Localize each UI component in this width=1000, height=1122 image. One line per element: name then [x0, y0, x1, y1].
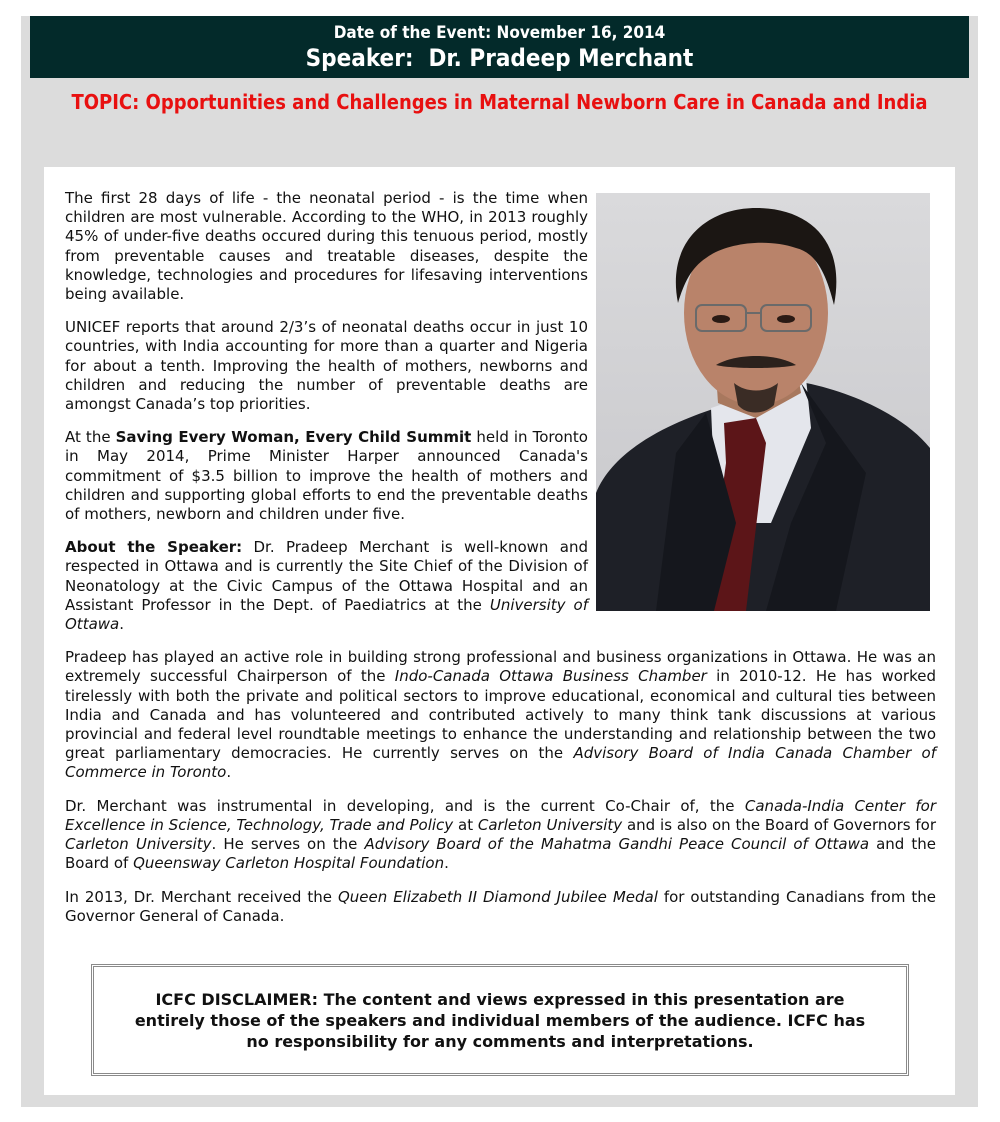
- event-date: Date of the Event: November 16, 2014: [333, 23, 666, 43]
- text-run: held in Toronto in May 2014, Prime Minister Harper announced Canada's commitment of $3.5 billion to improve the health of mothers and children and supporting global efforts to end the preventable deaths of mothers, newborn and children under five.: [65, 428, 588, 524]
- text-run: Pradeep has played an active role in building strong professional and business organizations in Ottawa. He was an extremely successful Chairperson of the: [65, 648, 936, 686]
- text-run: .: [226, 763, 232, 782]
- text-run: . He serves on the: [211, 835, 365, 854]
- disclaimer-text: ICFC DISCLAIMER: The content and views expressed in this presentation are entirely those of the speakers and individual members of the audience. ICFC has no responsibility for any comments and interpretations.: [134, 989, 866, 1051]
- paragraph-medal: [65, 888, 936, 926]
- paragraph-unicef: UNICEF reports that around 2/3’s of neonatal deaths occur in just 10 countries, with India accounting for more than a quarter and Nigeria for about a tenth. Improving the health of mothers, newborns and children and reducing the number of preventable deaths are amongst Canada’s top priorities.: [65, 318, 588, 414]
- paragraph-neonatal-period: The first 28 days of life - the neonatal period - is the time when children are most vulnerable. According to the WHO, in 2013 roughly 45% of under-five deaths occured during this tenuous period, mostly from preventable causes and treatable diseases, despite the knowledge, technologies and procedures for lifesaving interventions being available.: [65, 189, 588, 304]
- text-run: for outstanding Canadians from the Governor General of Canada.: [65, 887, 937, 925]
- medal-name: Queen Elizabeth II Diamond Jubilee Medal: [337, 887, 658, 906]
- event-topic: TOPIC: Opportunities and Challenges in Maternal Newborn Care in Canada and India: [71, 90, 928, 114]
- event-header: [30, 16, 969, 78]
- speaker-photo: [596, 193, 930, 611]
- organization-name: Carleton University: [477, 815, 623, 834]
- text-run: in 2010-12. He has worked tirelessly with both the private and political sectors to improve educational, economical and cultural ties between India and Canada and has volunteered and contributed actively to many think tank discussions at various provincial and federal level roundtable meetings to enhance the understanding and relationship between the two great parliamentary democracies. He currently serves on the: [65, 667, 936, 763]
- text-run: In 2013, Dr. Merchant received the: [65, 887, 338, 906]
- event-panel: [21, 16, 978, 1107]
- paragraph-co-chair: [65, 797, 936, 874]
- organization-name: Canada-India Center for Excellence in Science, Technology, Trade and Policy: [65, 796, 937, 834]
- content-box: [44, 167, 955, 1095]
- organization-name: Advisory Board of India Canada Chamber of Commerce in Toronto: [65, 744, 937, 782]
- event-speaker: Speaker: Dr. Pradeep Merchant: [305, 44, 694, 72]
- text-run: Dr. Pradeep Merchant is well-known and respected in Ottawa and is currently the Site Chief of the Division of Neonatology at the Civic Campus of the Ottawa Hospital and an Assistant Professor in the Dept. of Paediatrics at the: [65, 538, 588, 614]
- disclaimer-box: [91, 964, 909, 1076]
- summit-name: Saving Every Woman, Every Child Summit: [115, 428, 472, 447]
- speaker-portrait-icon: [596, 193, 930, 611]
- organization-name: Indo-Canada Ottawa Business Chamber: [394, 667, 707, 686]
- organization-name: Advisory Board of the Mahatma Gandhi Peace Council of Ottawa: [364, 835, 870, 854]
- text-run: .: [119, 615, 125, 634]
- text-run: and is also on the Board of Governors for: [622, 815, 936, 834]
- paragraph-organizations: [65, 648, 936, 782]
- about-speaker-label: About the Speaker:: [65, 538, 243, 557]
- organization-name: Carleton University: [65, 835, 212, 854]
- text-run: At the: [65, 428, 116, 447]
- university-name: University of Ottawa: [65, 595, 588, 634]
- text-run: at: [453, 815, 478, 834]
- text-run: Dr. Merchant was instrumental in developing, and is the current Co-Chair of, the: [65, 796, 745, 815]
- organization-name: Queensway Carleton Hospital Foundation: [133, 854, 445, 873]
- article-body: [65, 189, 936, 940]
- text-run: .: [444, 854, 449, 873]
- text-run: and the Board of: [65, 835, 936, 873]
